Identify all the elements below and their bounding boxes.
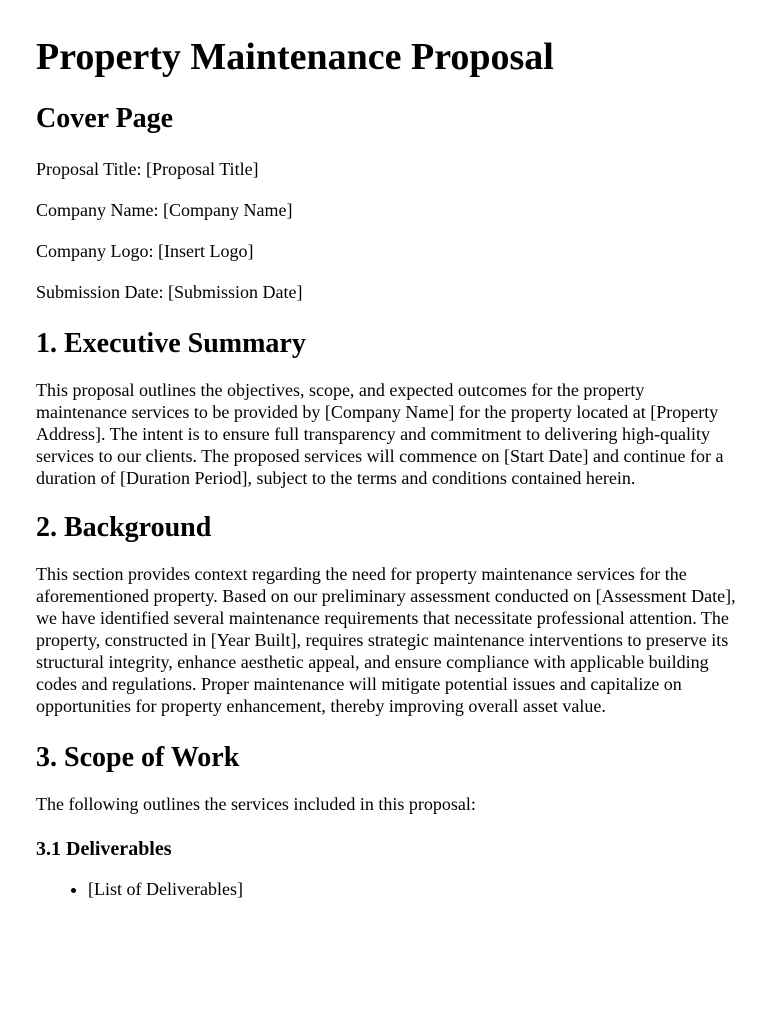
scope-of-work-body: The following outlines the services included in this proposal:	[36, 794, 476, 814]
cover-submission-date: Submission Date: [Submission Date]	[36, 282, 303, 302]
background-heading: 2. Background	[36, 512, 212, 543]
cover-company-name: Company Name: [Company Name]	[36, 200, 293, 220]
executive-summary-body: This proposal outlines the objectives, scope, and expected outcomes for the property maintenance services to be provided by [Company Name] for the property located at [Property Address]. The intent is to ensure full transparency and commitment to delivering high-quality services to our clients. The proposed services will commence on [Start Date] and continue for a duration of [Duration Period], subject to the terms and conditions contained herein.	[36, 380, 724, 488]
executive-summary-heading: 1. Executive Summary	[36, 328, 306, 359]
cover-company-logo: Company Logo: [Insert Logo]	[36, 241, 254, 261]
cover-page-heading: Cover Page	[36, 103, 174, 134]
cover-proposal-title: Proposal Title: [Proposal Title]	[36, 159, 259, 179]
list-item: • [List of Deliverables]	[88, 878, 736, 900]
deliverables-list	[36, 878, 736, 900]
background-body: This section provides context regarding the need for property maintenance services for the aforementioned property. Based on our preliminary assessment conducted on [Assessment Date], we have identified several maintenance requirements that necessitate professional attention. The property, constructed in [Year Built], requires strategic maintenance interventions to preserve its structural integrity, enhance aesthetic appeal, and ensure compliance with applicable building codes and regulations. Proper maintenance will mitigate potential issues and capitalize on opportunities for property enhancement, thereby improving overall asset value.	[36, 564, 736, 716]
deliverables-heading: 3.1 Deliverables	[36, 838, 172, 860]
document-title: Property Maintenance Proposal	[36, 36, 554, 78]
scope-of-work-heading: 3. Scope of Work	[36, 742, 240, 773]
